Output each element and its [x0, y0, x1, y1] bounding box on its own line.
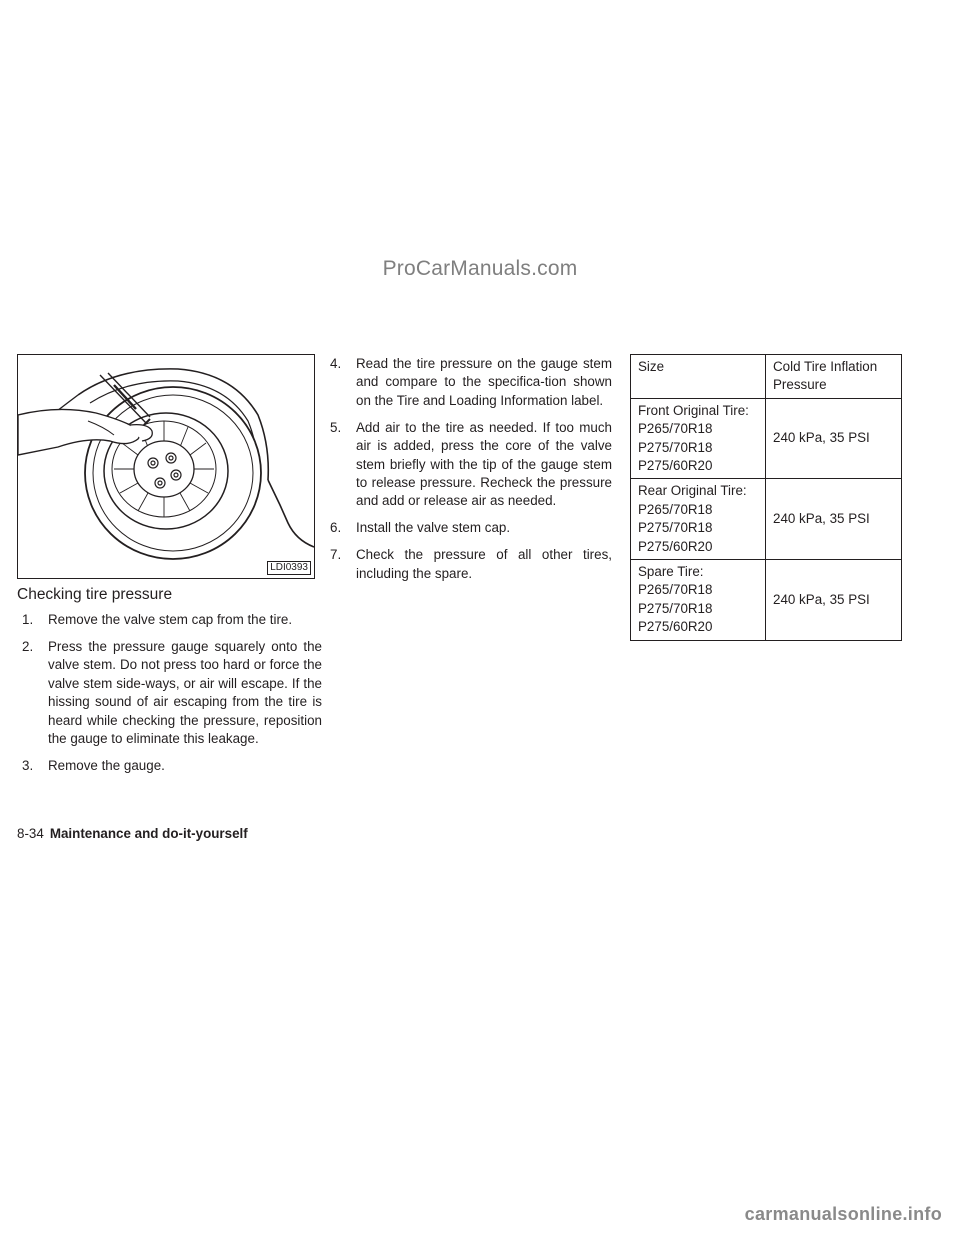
pressure-cell: 240 kPa, 35 PSI [766, 398, 902, 479]
figure-code: LDI0393 [267, 561, 311, 575]
tire-pressure-illustration [17, 354, 315, 579]
watermark-top: ProCarManuals.com [382, 257, 578, 280]
steps-column-2 [330, 355, 612, 591]
section-title: Checking tire pressure [17, 586, 173, 603]
page-number: 8-34 [17, 826, 44, 841]
list-item: 4. Read the tire pressure on the gauge stem and compare to the specifica-tion shown on the Tire and Loading Information label. [330, 356, 612, 408]
size-cell: Front Original Tire: P265/70R18 P275/70R18 P275/60R20 [631, 398, 766, 479]
list-item: 1. Remove the valve stem cap from the tire. [22, 612, 293, 627]
watermark-bottom: carmanualsonline.info [744, 1204, 942, 1224]
table-row [631, 560, 902, 641]
column-header-pressure: Cold Tire Inflation Pressure [766, 355, 902, 399]
column-header-size: Size [631, 355, 766, 399]
list-item: 2. Press the pressure gauge squarely onto the valve stem. Do not press too hard or force the valve stem side-ways, or air will escape. If the hissing sound of air escaping from the tire is heard while checking the pressure, reposition the gauge to eliminate this leakage. [22, 638, 322, 746]
steps-column-1 [22, 611, 322, 784]
pressure-cell: 240 kPa, 35 PSI [766, 560, 902, 641]
list-item: 3. Remove the gauge. [22, 757, 165, 773]
size-cell: Rear Original Tire: P265/70R18 P275/70R18 P275/60R20 [631, 479, 766, 560]
page-footer [17, 826, 248, 841]
list-item: 5. Add air to the tire as needed. If too much air is added, press the core of the valve stem briefly with the tip of the gauge stem to release pressure. Recheck the pressure and add or release air as needed. [330, 419, 612, 509]
table-row [631, 479, 902, 560]
pressure-cell: 240 kPa, 35 PSI [766, 479, 902, 560]
footer-section-title: Maintenance and do-it-yourself [49, 826, 248, 841]
list-item: 6. Install the valve stem cap. [330, 520, 511, 536]
list-item: 7. Check the pressure of all other tires, including the spare. [330, 547, 612, 581]
table-row [631, 398, 902, 479]
tire-gauge-drawing [18, 355, 314, 578]
size-cell: Spare Tire: P265/70R18 P275/70R18 P275/60R20 [631, 560, 766, 641]
table-header-row [631, 355, 902, 399]
tire-pressure-table [630, 354, 902, 641]
